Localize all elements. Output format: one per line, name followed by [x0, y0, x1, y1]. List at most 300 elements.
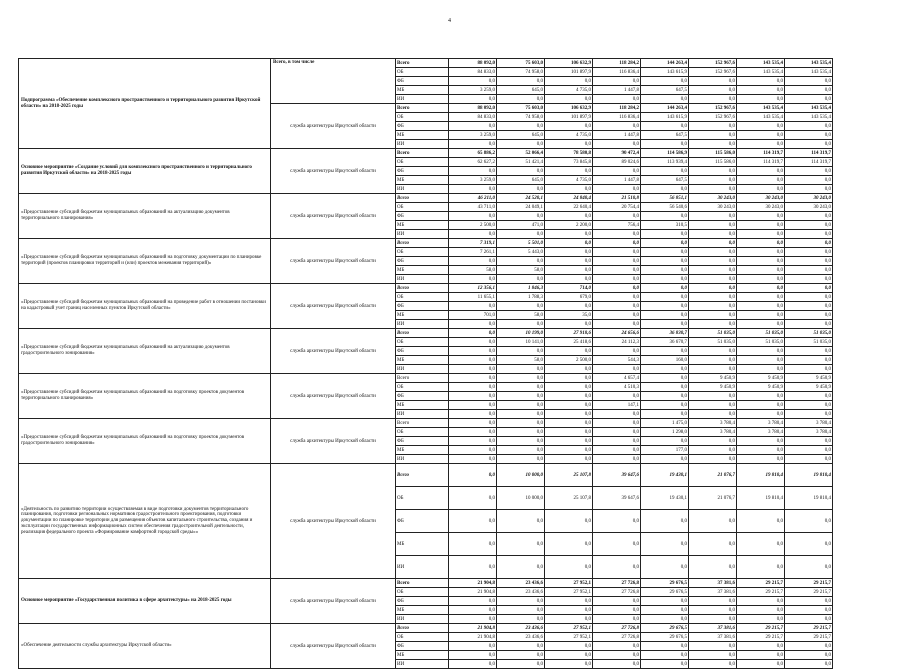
value-cell: 0,0 — [785, 239, 833, 248]
value-cell: 23 436,6 — [497, 633, 545, 642]
value-cell: 0,0 — [785, 642, 833, 651]
value-cell: 0,0 — [593, 597, 641, 606]
value-cell: 0,0 — [737, 266, 785, 275]
value-cell: 0,0 — [593, 615, 641, 624]
value-cell: 0,0 — [641, 266, 689, 275]
program-name-cell: Основное мероприятие «Государственная политика в сфере архитектуры» на 2018-2025 годы — [19, 579, 271, 624]
value-cell: 12 356,1 — [449, 284, 497, 293]
funding-source-cell: ИИ — [396, 230, 449, 239]
value-cell: 647,5 — [641, 86, 689, 95]
value-cell: 4 735,0 — [545, 86, 593, 95]
value-cell: 0,0 — [689, 284, 737, 293]
value-cell: 21 904,8 — [449, 588, 497, 597]
value-cell: 0,0 — [449, 230, 497, 239]
value-cell: 0,0 — [593, 293, 641, 302]
value-cell: 756,4 — [593, 221, 641, 230]
value-cell: 0,0 — [737, 320, 785, 329]
funding-source-cell: ИИ — [396, 455, 449, 464]
value-cell: 90 472,4 — [593, 149, 641, 158]
value-cell: 0,0 — [785, 176, 833, 185]
value-cell: 0,0 — [449, 533, 497, 556]
value-cell: 143 615,9 — [641, 68, 689, 77]
value-cell: 0,0 — [737, 446, 785, 455]
funding-source-cell: ИИ — [396, 365, 449, 374]
value-cell: 4 657,4 — [593, 374, 641, 383]
value-cell: 29 215,7 — [785, 579, 833, 588]
funding-source-cell: ИИ — [396, 615, 449, 624]
value-cell: 0,0 — [737, 437, 785, 446]
value-cell: 0,0 — [641, 615, 689, 624]
value-cell: 0,0 — [785, 212, 833, 221]
value-cell: 0,0 — [449, 615, 497, 624]
value-cell: 58,0 — [449, 266, 497, 275]
value-cell: 0,0 — [641, 597, 689, 606]
value-cell: 36 670,7 — [641, 338, 689, 347]
funding-source-cell: ФБ — [396, 437, 449, 446]
value-cell: 0,0 — [737, 221, 785, 230]
value-cell: 9 450,9 — [785, 383, 833, 392]
value-cell: 0,0 — [641, 248, 689, 257]
program-name-cell: «Предоставление субсидий бюджетам муниципальных образований на подготовку проектов документов территориального планирования» — [19, 374, 271, 419]
value-cell: 27 726,8 — [593, 579, 641, 588]
funding-source-cell: Всего — [396, 374, 449, 383]
value-cell: 0,0 — [641, 302, 689, 311]
value-cell: 0,0 — [737, 510, 785, 533]
value-cell: 27 952,1 — [545, 588, 593, 597]
value-cell: 0,0 — [497, 212, 545, 221]
value-cell: 0,0 — [593, 122, 641, 131]
value-cell: 0,0 — [641, 239, 689, 248]
value-cell: 0,0 — [593, 140, 641, 149]
value-cell: 0,0 — [689, 275, 737, 284]
value-cell: 0,0 — [449, 383, 497, 392]
value-cell: 0,0 — [497, 651, 545, 660]
value-cell: 160,0 — [641, 356, 689, 365]
value-cell: 30 243,0 — [785, 194, 833, 203]
value-cell: 20 754,4 — [593, 203, 641, 212]
value-cell: 3 259,0 — [449, 86, 497, 95]
table-row — [19, 149, 833, 158]
value-cell: 88 092,0 — [449, 104, 497, 113]
value-cell: 0,0 — [737, 185, 785, 194]
value-cell: 0,0 — [497, 533, 545, 556]
value-cell: 0,0 — [737, 347, 785, 356]
value-cell: 0,0 — [545, 374, 593, 383]
value-cell: 0,0 — [737, 230, 785, 239]
value-cell: 75 603,0 — [497, 59, 545, 68]
value-cell: 0,0 — [593, 257, 641, 266]
value-cell: 10 199,0 — [497, 329, 545, 338]
value-cell: 37 381,6 — [689, 624, 737, 633]
value-cell: 0,0 — [785, 131, 833, 140]
program-name-cell: «Деятельность по развитию территории осуществляемая в виде подготовки документов территориального планирования, подготовки региональных нормативов градостроительного проектирования, подготовки документации по планировке территории для размещения объектов капитального строительства, создания и эксплуатации государственных информационных систем обеспечения градостроительной деятельности, реализация федерального проекта «Формирование комфортной городской среды»» — [19, 464, 271, 579]
value-cell: 0,0 — [785, 455, 833, 464]
value-cell: 0,0 — [641, 212, 689, 221]
value-cell: 51 421,4 — [497, 158, 545, 167]
value-cell: 714,0 — [545, 284, 593, 293]
value-cell: 29 215,7 — [785, 624, 833, 633]
value-cell: 3 780,4 — [785, 428, 833, 437]
value-cell: 29 215,7 — [737, 624, 785, 633]
value-cell: 0,0 — [497, 642, 545, 651]
value-cell: 0,0 — [449, 419, 497, 428]
value-cell: 25 107,8 — [545, 464, 593, 487]
value-cell: 0,0 — [737, 239, 785, 248]
value-cell: 0,0 — [689, 185, 737, 194]
funding-source-cell: ОБ — [396, 487, 449, 510]
value-cell: 118 284,2 — [593, 59, 641, 68]
value-cell: 0,0 — [497, 510, 545, 533]
value-cell: 0,0 — [689, 606, 737, 615]
value-cell: 0,0 — [545, 347, 593, 356]
value-cell: 27 952,1 — [545, 624, 593, 633]
value-cell: 118 284,2 — [593, 104, 641, 113]
value-cell: 0,0 — [545, 642, 593, 651]
value-cell: 22 640,4 — [545, 203, 593, 212]
value-cell: 114 586,9 — [641, 149, 689, 158]
value-cell: 0,0 — [545, 95, 593, 104]
value-cell: 0,0 — [449, 140, 497, 149]
funding-source-cell: ОБ — [396, 338, 449, 347]
value-cell: 0,0 — [641, 122, 689, 131]
value-cell: 0,0 — [593, 77, 641, 86]
value-cell: 0,0 — [449, 464, 497, 487]
value-cell: 0,0 — [689, 311, 737, 320]
funding-source-cell: ОБ — [396, 588, 449, 597]
value-cell: 0,0 — [449, 320, 497, 329]
value-cell: 0,0 — [641, 556, 689, 579]
value-cell: 84 833,0 — [449, 113, 497, 122]
value-cell: 0,0 — [689, 122, 737, 131]
value-cell: 0,0 — [497, 230, 545, 239]
value-cell: 74 958,0 — [497, 113, 545, 122]
value-cell: 0,0 — [449, 302, 497, 311]
page-mark: 4 — [448, 18, 451, 24]
value-cell: 0,0 — [449, 374, 497, 383]
program-name-cell: «Предоставление субсидий бюджетам муниципальных образований на актуализацию документов градостроительного зонирования» — [19, 329, 271, 374]
value-cell: 19 810,4 — [785, 487, 833, 510]
value-cell: 0,0 — [785, 606, 833, 615]
value-cell: 0,0 — [689, 266, 737, 275]
value-cell: 143 535,4 — [737, 59, 785, 68]
funding-source-cell: ИИ — [396, 185, 449, 194]
value-cell: 0,0 — [545, 212, 593, 221]
value-cell: 0,0 — [641, 167, 689, 176]
value-cell: 0,0 — [449, 651, 497, 660]
value-cell: 0,0 — [449, 356, 497, 365]
value-cell: 0,0 — [545, 383, 593, 392]
value-cell: 5 501,0 — [497, 239, 545, 248]
table-row — [19, 59, 833, 68]
value-cell: 0,0 — [449, 167, 497, 176]
value-cell: 7 261,1 — [449, 248, 497, 257]
value-cell: 51 035,0 — [689, 338, 737, 347]
value-cell: 0,0 — [689, 597, 737, 606]
value-cell: 0,0 — [689, 392, 737, 401]
value-cell: 0,0 — [689, 293, 737, 302]
value-cell: 0,0 — [497, 383, 545, 392]
value-cell: 0,0 — [737, 131, 785, 140]
value-cell: 0,0 — [641, 347, 689, 356]
funding-source-cell: ФБ — [396, 212, 449, 221]
value-cell: 0,0 — [545, 320, 593, 329]
value-cell: 0,0 — [545, 533, 593, 556]
value-cell: 29 215,7 — [785, 633, 833, 642]
value-cell: 27 726,8 — [593, 588, 641, 597]
funding-source-cell: ФБ — [396, 302, 449, 311]
value-cell: 30 243,0 — [737, 203, 785, 212]
funding-source-cell: Всего — [396, 59, 449, 68]
value-cell: 310,5 — [641, 221, 689, 230]
funding-source-cell: ИИ — [396, 660, 449, 669]
value-cell: 143 535,4 — [737, 68, 785, 77]
value-cell: 0,0 — [497, 606, 545, 615]
funding-source-cell: ОБ — [396, 293, 449, 302]
value-cell: 645,0 — [497, 131, 545, 140]
value-cell: 0,0 — [689, 167, 737, 176]
value-cell: 0,0 — [497, 428, 545, 437]
value-cell: 24 840,4 — [545, 194, 593, 203]
funding-source-cell: ОБ — [396, 248, 449, 257]
value-cell: 0,0 — [689, 347, 737, 356]
value-cell: 0,0 — [497, 660, 545, 669]
value-cell: 21 904,8 — [449, 579, 497, 588]
value-cell: 4 735,0 — [545, 131, 593, 140]
value-cell: 1 298,0 — [641, 428, 689, 437]
value-cell: 0,0 — [545, 239, 593, 248]
value-cell: 7 319,1 — [449, 239, 497, 248]
funding-source-cell: МБ — [396, 446, 449, 455]
value-cell: 0,0 — [449, 329, 497, 338]
value-cell: 0,0 — [785, 167, 833, 176]
value-cell: 0,0 — [449, 510, 497, 533]
funding-source-cell: ИИ — [396, 556, 449, 579]
program-name-cell: «Предоставление субсидий бюджетам муниципальных образований на подготовку проектов документов градостроительного зонирования» — [19, 419, 271, 464]
value-cell: 0,0 — [737, 642, 785, 651]
value-cell: 0,0 — [785, 437, 833, 446]
value-cell: 0,0 — [449, 122, 497, 131]
value-cell: 106 632,9 — [545, 104, 593, 113]
value-cell: 0,0 — [593, 284, 641, 293]
value-cell: 21 904,8 — [449, 633, 497, 642]
value-cell: 27 952,1 — [545, 633, 593, 642]
value-cell: 23 436,6 — [497, 588, 545, 597]
value-cell: 647,5 — [641, 176, 689, 185]
value-cell: 0,0 — [497, 556, 545, 579]
value-cell: 2 500,0 — [449, 221, 497, 230]
funding-source-cell: Всего — [396, 329, 449, 338]
value-cell: 0,0 — [689, 239, 737, 248]
value-cell: 24 112,3 — [593, 338, 641, 347]
value-cell: 114 319,7 — [737, 158, 785, 167]
value-cell: 0,0 — [545, 428, 593, 437]
value-cell: 9 450,9 — [737, 383, 785, 392]
value-cell: 0,0 — [641, 257, 689, 266]
value-cell: 0,0 — [689, 437, 737, 446]
value-cell: 0,0 — [785, 248, 833, 257]
value-cell: 0,0 — [737, 140, 785, 149]
value-cell: 58,0 — [497, 311, 545, 320]
value-cell: 0,0 — [593, 533, 641, 556]
value-cell: 9 450,9 — [785, 374, 833, 383]
value-cell: 46 211,0 — [449, 194, 497, 203]
value-cell: 0,0 — [593, 510, 641, 533]
value-cell: 0,0 — [449, 556, 497, 579]
value-cell: 0,0 — [449, 275, 497, 284]
value-cell: 3 259,0 — [449, 131, 497, 140]
value-cell: 0,0 — [689, 356, 737, 365]
value-cell: 0,0 — [641, 140, 689, 149]
value-cell: 30 243,0 — [737, 194, 785, 203]
value-cell: 0,0 — [737, 176, 785, 185]
executor-cell: служба архитектуры Иркутской области — [271, 239, 396, 284]
value-cell: 30 243,0 — [689, 194, 737, 203]
value-cell: 0,0 — [641, 311, 689, 320]
value-cell: 0,0 — [689, 651, 737, 660]
value-cell: 0,0 — [785, 556, 833, 579]
value-cell: 5 443,0 — [497, 248, 545, 257]
table-row — [19, 284, 833, 293]
value-cell: 0,0 — [497, 392, 545, 401]
value-cell: 35,0 — [545, 311, 593, 320]
funding-source-cell: ОБ — [396, 68, 449, 77]
value-cell: 101 897,9 — [545, 113, 593, 122]
value-cell: 78 580,8 — [545, 149, 593, 158]
value-cell: 0,0 — [449, 365, 497, 374]
value-cell: 0,0 — [641, 642, 689, 651]
value-cell: 89 024,6 — [593, 158, 641, 167]
value-cell: 0,0 — [593, 651, 641, 660]
value-cell: 0,0 — [497, 95, 545, 104]
value-cell: 0,0 — [641, 77, 689, 86]
value-cell: 0,0 — [785, 140, 833, 149]
value-cell: 30 243,0 — [689, 203, 737, 212]
value-cell: 3 780,4 — [689, 428, 737, 437]
value-cell: 0,0 — [785, 533, 833, 556]
value-cell: 0,0 — [593, 266, 641, 275]
value-cell: 0,0 — [737, 77, 785, 86]
value-cell: 39 647,6 — [593, 464, 641, 487]
value-cell: 0,0 — [785, 446, 833, 455]
value-cell: 0,0 — [449, 95, 497, 104]
value-cell: 0,0 — [737, 651, 785, 660]
value-cell: 9 450,9 — [689, 383, 737, 392]
value-cell: 0,0 — [641, 275, 689, 284]
value-cell: 0,0 — [737, 556, 785, 579]
value-cell: 58,0 — [497, 266, 545, 275]
value-cell: 1 447,8 — [593, 176, 641, 185]
value-cell: 0,0 — [593, 446, 641, 455]
funding-source-cell: ИИ — [396, 275, 449, 284]
value-cell: 0,0 — [689, 131, 737, 140]
value-cell: 0,0 — [689, 401, 737, 410]
value-cell: 0,0 — [497, 257, 545, 266]
value-cell: 0,0 — [689, 660, 737, 669]
value-cell: 0,0 — [449, 606, 497, 615]
value-cell: 19 430,1 — [641, 464, 689, 487]
value-cell: 0,0 — [449, 347, 497, 356]
value-cell: 116 836,4 — [593, 113, 641, 122]
value-cell: 24 049,1 — [497, 203, 545, 212]
value-cell: 0,0 — [689, 302, 737, 311]
value-cell: 0,0 — [641, 606, 689, 615]
value-cell: 0,0 — [689, 176, 737, 185]
executor-cell: служба архитектуры Иркутской области — [271, 149, 396, 194]
value-cell: 0,0 — [737, 597, 785, 606]
value-cell: 143 535,4 — [737, 113, 785, 122]
value-cell: 101 897,9 — [545, 68, 593, 77]
value-cell: 4 510,3 — [593, 383, 641, 392]
value-cell: 0,0 — [785, 221, 833, 230]
value-cell: 0,0 — [497, 446, 545, 455]
value-cell: 0,0 — [497, 437, 545, 446]
value-cell: 0,0 — [689, 615, 737, 624]
value-cell: 0,0 — [593, 320, 641, 329]
value-cell: 114 319,7 — [737, 149, 785, 158]
value-cell: 0,0 — [449, 437, 497, 446]
value-cell: 0,0 — [497, 122, 545, 131]
value-cell: 0,0 — [593, 660, 641, 669]
funding-source-cell: ФБ — [396, 510, 449, 533]
value-cell: 0,0 — [641, 284, 689, 293]
value-cell: 75 603,0 — [497, 104, 545, 113]
funding-source-cell: МБ — [396, 221, 449, 230]
value-cell: 9 450,9 — [737, 374, 785, 383]
value-cell: 0,0 — [785, 86, 833, 95]
table-row — [19, 624, 833, 633]
program-name-cell: «Обеспечение деятельности службы архитектуры Иркутской области» — [19, 624, 271, 669]
value-cell: 0,0 — [737, 302, 785, 311]
value-cell: 0,0 — [785, 95, 833, 104]
value-cell: 0,0 — [593, 248, 641, 257]
funding-source-cell: Всего — [396, 149, 449, 158]
executor-cell: служба архитектуры Иркутской области — [271, 464, 396, 579]
value-cell: 0,0 — [593, 419, 641, 428]
value-cell: 24 520,1 — [497, 194, 545, 203]
value-cell: 36 830,7 — [641, 329, 689, 338]
funding-source-cell: Всего — [396, 419, 449, 428]
value-cell: 0,0 — [785, 365, 833, 374]
table-row — [19, 464, 833, 487]
value-cell: 0,0 — [785, 266, 833, 275]
funding-source-cell: ФБ — [396, 167, 449, 176]
funding-source-cell: МБ — [396, 651, 449, 660]
value-cell: 0,0 — [497, 185, 545, 194]
value-cell: 2 200,0 — [545, 221, 593, 230]
value-cell: 0,0 — [737, 401, 785, 410]
value-cell: 143 535,4 — [737, 104, 785, 113]
funding-source-cell: ФБ — [396, 347, 449, 356]
value-cell: 0,0 — [449, 428, 497, 437]
value-cell: 544,3 — [593, 356, 641, 365]
value-cell: 143 535,4 — [785, 113, 833, 122]
value-cell: 177,0 — [641, 446, 689, 455]
value-cell: 0,0 — [449, 185, 497, 194]
value-cell: 0,0 — [545, 437, 593, 446]
value-cell: 0,0 — [497, 140, 545, 149]
value-cell: 9 450,9 — [689, 374, 737, 383]
value-cell: 0,0 — [641, 533, 689, 556]
value-cell: 0,0 — [449, 392, 497, 401]
value-cell: 0,0 — [449, 597, 497, 606]
value-cell: 0,0 — [497, 374, 545, 383]
value-cell: 19 810,4 — [737, 487, 785, 510]
value-cell: 0,0 — [689, 140, 737, 149]
value-cell: 27 918,6 — [545, 329, 593, 338]
value-cell: 0,0 — [737, 275, 785, 284]
table-row — [19, 329, 833, 338]
value-cell: 0,0 — [497, 410, 545, 419]
